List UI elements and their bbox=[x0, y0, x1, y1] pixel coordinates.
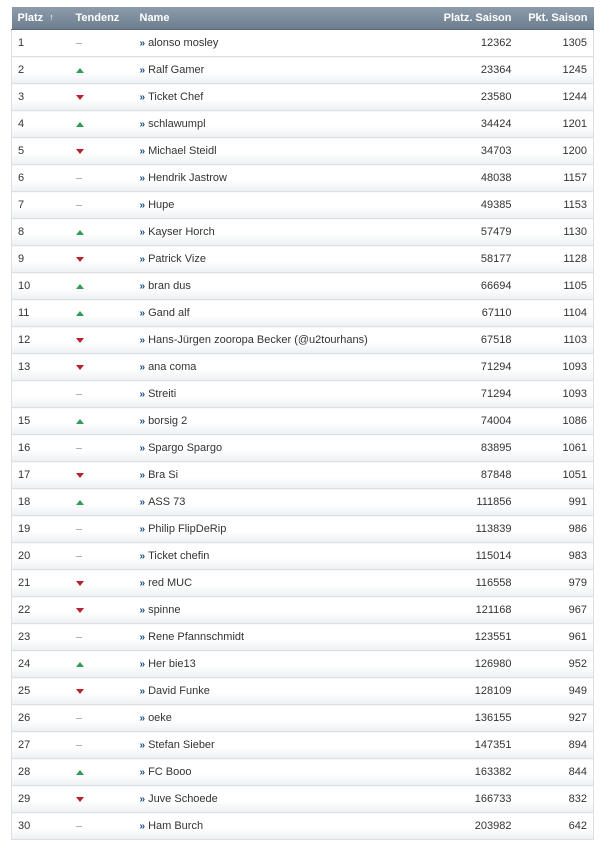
table-row bbox=[12, 813, 594, 840]
player-name-link[interactable]: Bra Si bbox=[148, 469, 179, 481]
cell-name bbox=[136, 84, 432, 111]
column-header-platz-saison[interactable] bbox=[432, 7, 518, 30]
cell-tendenz bbox=[76, 732, 136, 759]
trend-down-icon bbox=[76, 581, 84, 586]
double-chevron-right-icon: » bbox=[139, 686, 145, 697]
cell-platz-saison: 203982 bbox=[432, 813, 518, 840]
cell-platz-saison: 48038 bbox=[432, 165, 518, 192]
table-row bbox=[12, 408, 594, 435]
cell-name bbox=[136, 30, 432, 57]
cell-platz: 2 bbox=[12, 57, 76, 84]
cell-tendenz bbox=[76, 165, 136, 192]
cell-name bbox=[136, 300, 432, 327]
cell-platz-saison: 121168 bbox=[432, 597, 518, 624]
cell-platz: 23 bbox=[12, 624, 76, 651]
double-chevron-right-icon: » bbox=[139, 254, 145, 265]
table-row bbox=[12, 354, 594, 381]
cell-pkt-saison: 894 bbox=[518, 732, 594, 759]
table-row bbox=[12, 84, 594, 111]
table-row bbox=[12, 489, 594, 516]
column-header-platz-saison-label: Platz. Saison bbox=[443, 12, 512, 24]
cell-platz: 22 bbox=[12, 597, 76, 624]
cell-pkt-saison: 1305 bbox=[518, 30, 594, 57]
table-row bbox=[12, 678, 594, 705]
column-header-pkt-saison[interactable] bbox=[518, 7, 594, 30]
cell-pkt-saison: 1086 bbox=[518, 408, 594, 435]
cell-platz: 12 bbox=[12, 327, 76, 354]
player-name-link[interactable]: David Funke bbox=[148, 685, 210, 697]
trend-down-icon bbox=[76, 338, 84, 343]
trend-same-icon bbox=[76, 637, 82, 638]
cell-tendenz bbox=[76, 273, 136, 300]
double-chevron-right-icon: » bbox=[139, 65, 145, 76]
player-name-link[interactable]: Ham Burch bbox=[148, 820, 204, 832]
column-header-name-label: Name bbox=[139, 12, 170, 24]
double-chevron-right-icon: » bbox=[139, 146, 145, 157]
double-chevron-right-icon: » bbox=[139, 659, 145, 670]
table-row bbox=[12, 705, 594, 732]
cell-pkt-saison: 1128 bbox=[518, 246, 594, 273]
cell-name bbox=[136, 516, 432, 543]
trend-down-icon bbox=[76, 689, 84, 694]
cell-platz-saison: 116558 bbox=[432, 570, 518, 597]
double-chevron-right-icon: » bbox=[139, 308, 145, 319]
double-chevron-right-icon: » bbox=[139, 227, 145, 238]
player-name-link[interactable]: Spargo Spargo bbox=[148, 442, 223, 454]
cell-platz: 30 bbox=[12, 813, 76, 840]
trend-down-icon bbox=[76, 149, 84, 154]
cell-pkt-saison: 1153 bbox=[518, 192, 594, 219]
cell-platz: 25 bbox=[12, 678, 76, 705]
table-row bbox=[12, 462, 594, 489]
player-name-link[interactable]: Kayser Horch bbox=[148, 226, 215, 238]
cell-platz-saison: 71294 bbox=[432, 354, 518, 381]
player-name-link[interactable]: alonso mosley bbox=[148, 37, 219, 49]
player-name-link[interactable]: borsig 2 bbox=[148, 415, 188, 427]
double-chevron-right-icon: » bbox=[139, 416, 145, 427]
player-name-link[interactable]: bran dus bbox=[148, 280, 191, 292]
trend-up-icon bbox=[76, 230, 84, 235]
cell-tendenz bbox=[76, 813, 136, 840]
cell-platz-saison: 23364 bbox=[432, 57, 518, 84]
trend-same-icon bbox=[76, 394, 82, 395]
cell-tendenz bbox=[76, 678, 136, 705]
cell-name bbox=[136, 273, 432, 300]
cell-platz: 27 bbox=[12, 732, 76, 759]
cell-tendenz bbox=[76, 84, 136, 111]
cell-platz-saison: 34424 bbox=[432, 111, 518, 138]
sort-ascending-icon: ↑ bbox=[49, 12, 54, 22]
cell-platz: 26 bbox=[12, 705, 76, 732]
table-row bbox=[12, 138, 594, 165]
cell-platz: 11 bbox=[12, 300, 76, 327]
table-row bbox=[12, 192, 594, 219]
cell-name bbox=[136, 651, 432, 678]
double-chevron-right-icon: » bbox=[139, 551, 145, 562]
cell-pkt-saison: 1130 bbox=[518, 219, 594, 246]
trend-down-icon bbox=[76, 473, 84, 478]
double-chevron-right-icon: » bbox=[139, 92, 145, 103]
trend-same-icon bbox=[76, 529, 82, 530]
cell-name bbox=[136, 138, 432, 165]
player-name-link[interactable]: Streiti bbox=[148, 388, 177, 400]
cell-pkt-saison: 1104 bbox=[518, 300, 594, 327]
table-row bbox=[12, 786, 594, 813]
double-chevron-right-icon: » bbox=[139, 470, 145, 481]
cell-platz-saison: 71294 bbox=[432, 381, 518, 408]
cell-platz-saison: 126980 bbox=[432, 651, 518, 678]
double-chevron-right-icon: » bbox=[139, 713, 145, 724]
player-name-link[interactable]: Her bie13 bbox=[148, 658, 196, 670]
trend-up-icon bbox=[76, 122, 84, 127]
table-row bbox=[12, 759, 594, 786]
ranking-table bbox=[11, 7, 594, 840]
trend-same-icon bbox=[76, 556, 82, 557]
double-chevron-right-icon: » bbox=[139, 443, 145, 454]
double-chevron-right-icon: » bbox=[139, 200, 145, 211]
cell-name bbox=[136, 192, 432, 219]
cell-platz-saison: 74004 bbox=[432, 408, 518, 435]
trend-down-icon bbox=[76, 365, 84, 370]
trend-same-icon bbox=[76, 826, 82, 827]
cell-name bbox=[136, 462, 432, 489]
cell-platz-saison: 23580 bbox=[432, 84, 518, 111]
table-row bbox=[12, 165, 594, 192]
table-row bbox=[12, 651, 594, 678]
cell-name bbox=[136, 813, 432, 840]
table-row bbox=[12, 435, 594, 462]
table-row bbox=[12, 111, 594, 138]
cell-pkt-saison: 983 bbox=[518, 543, 594, 570]
table-row bbox=[12, 543, 594, 570]
cell-platz-saison: 123551 bbox=[432, 624, 518, 651]
double-chevron-right-icon: » bbox=[139, 173, 145, 184]
cell-platz: 6 bbox=[12, 165, 76, 192]
table-row bbox=[12, 300, 594, 327]
player-name-link[interactable]: Hendrik Jastrow bbox=[148, 172, 227, 184]
cell-name bbox=[136, 678, 432, 705]
player-name-link[interactable]: Ticket chefin bbox=[148, 550, 210, 562]
cell-pkt-saison: 1051 bbox=[518, 462, 594, 489]
table-row bbox=[12, 327, 594, 354]
trend-same-icon bbox=[76, 745, 82, 746]
cell-platz: 19 bbox=[12, 516, 76, 543]
cell-tendenz bbox=[76, 354, 136, 381]
cell-name bbox=[136, 786, 432, 813]
cell-pkt-saison: 979 bbox=[518, 570, 594, 597]
column-header-tendenz-label: Tendenz bbox=[75, 12, 120, 24]
cell-name bbox=[136, 246, 432, 273]
cell-tendenz bbox=[76, 624, 136, 651]
table-row bbox=[12, 381, 594, 408]
cell-name bbox=[136, 597, 432, 624]
cell-tendenz bbox=[76, 651, 136, 678]
player-name-link[interactable]: FC Booo bbox=[148, 766, 192, 778]
cell-platz: 24 bbox=[12, 651, 76, 678]
trend-same-icon bbox=[76, 43, 82, 44]
player-name-link[interactable]: Philip FlipDeRip bbox=[148, 523, 227, 535]
cell-tendenz bbox=[76, 192, 136, 219]
cell-pkt-saison: 967 bbox=[518, 597, 594, 624]
cell-tendenz bbox=[76, 57, 136, 84]
double-chevron-right-icon: » bbox=[139, 578, 145, 589]
cell-platz-saison: 128109 bbox=[432, 678, 518, 705]
cell-name bbox=[136, 624, 432, 651]
player-name-link[interactable]: schlawumpl bbox=[148, 118, 206, 130]
column-header-platz[interactable] bbox=[12, 7, 76, 30]
cell-tendenz bbox=[76, 138, 136, 165]
double-chevron-right-icon: » bbox=[139, 605, 145, 616]
cell-platz: 21 bbox=[12, 570, 76, 597]
player-name-link[interactable]: Hans-Jürgen zooropa Becker (@u2tourhans) bbox=[148, 334, 368, 346]
cell-platz: 3 bbox=[12, 84, 76, 111]
cell-platz-saison: 58177 bbox=[432, 246, 518, 273]
player-name-link[interactable]: ana coma bbox=[148, 361, 197, 373]
cell-tendenz bbox=[76, 543, 136, 570]
cell-name bbox=[136, 111, 432, 138]
cell-platz-saison: 163382 bbox=[432, 759, 518, 786]
cell-platz-saison: 83895 bbox=[432, 435, 518, 462]
cell-name bbox=[136, 543, 432, 570]
cell-name bbox=[136, 165, 432, 192]
trend-same-icon bbox=[76, 205, 82, 206]
trend-up-icon bbox=[76, 662, 84, 667]
cell-name bbox=[136, 354, 432, 381]
cell-name bbox=[136, 489, 432, 516]
double-chevron-right-icon: » bbox=[139, 821, 145, 832]
trend-up-icon bbox=[76, 284, 84, 289]
table-row bbox=[12, 57, 594, 84]
cell-pkt-saison: 1244 bbox=[518, 84, 594, 111]
player-name-link[interactable]: red MUC bbox=[148, 577, 193, 589]
cell-pkt-saison: 927 bbox=[518, 705, 594, 732]
cell-platz: 29 bbox=[12, 786, 76, 813]
cell-pkt-saison: 986 bbox=[518, 516, 594, 543]
cell-tendenz bbox=[76, 759, 136, 786]
cell-tendenz bbox=[76, 219, 136, 246]
column-header-pkt-saison-label: Pkt. Saison bbox=[528, 12, 588, 24]
cell-pkt-saison: 1245 bbox=[518, 57, 594, 84]
double-chevron-right-icon: » bbox=[139, 335, 145, 346]
player-name-link[interactable]: Gand alf bbox=[148, 307, 190, 319]
cell-name bbox=[136, 732, 432, 759]
cell-platz: 7 bbox=[12, 192, 76, 219]
header-row bbox=[12, 7, 594, 30]
cell-platz: 16 bbox=[12, 435, 76, 462]
table-body bbox=[12, 30, 594, 840]
cell-platz-saison: 115014 bbox=[432, 543, 518, 570]
table-header bbox=[12, 7, 594, 30]
cell-platz: 17 bbox=[12, 462, 76, 489]
column-header-tendenz[interactable] bbox=[76, 7, 136, 30]
double-chevron-right-icon: » bbox=[139, 497, 145, 508]
cell-platz-saison: 67110 bbox=[432, 300, 518, 327]
table-row bbox=[12, 219, 594, 246]
cell-tendenz bbox=[76, 300, 136, 327]
cell-tendenz bbox=[76, 327, 136, 354]
player-name-link[interactable]: Juve Schoede bbox=[148, 793, 218, 805]
cell-pkt-saison: 1061 bbox=[518, 435, 594, 462]
cell-tendenz bbox=[76, 111, 136, 138]
cell-platz-saison: 113839 bbox=[432, 516, 518, 543]
cell-platz: 18 bbox=[12, 489, 76, 516]
cell-platz-saison: 67518 bbox=[432, 327, 518, 354]
trend-down-icon bbox=[76, 797, 84, 802]
trend-up-icon bbox=[76, 500, 84, 505]
cell-pkt-saison: 961 bbox=[518, 624, 594, 651]
cell-pkt-saison: 991 bbox=[518, 489, 594, 516]
cell-pkt-saison: 949 bbox=[518, 678, 594, 705]
cell-pkt-saison: 832 bbox=[518, 786, 594, 813]
cell-platz-saison: 34703 bbox=[432, 138, 518, 165]
ranking-table-container bbox=[11, 7, 593, 840]
double-chevron-right-icon: » bbox=[139, 632, 145, 643]
double-chevron-right-icon: » bbox=[139, 767, 145, 778]
cell-platz: 15 bbox=[12, 408, 76, 435]
cell-platz-saison: 57479 bbox=[432, 219, 518, 246]
cell-name bbox=[136, 327, 432, 354]
cell-platz: 5 bbox=[12, 138, 76, 165]
cell-name bbox=[136, 219, 432, 246]
double-chevron-right-icon: » bbox=[139, 794, 145, 805]
cell-name bbox=[136, 759, 432, 786]
table-row bbox=[12, 516, 594, 543]
cell-platz-saison: 111856 bbox=[432, 489, 518, 516]
cell-platz: 9 bbox=[12, 246, 76, 273]
cell-tendenz bbox=[76, 705, 136, 732]
cell-pkt-saison: 952 bbox=[518, 651, 594, 678]
trend-up-icon bbox=[76, 419, 84, 424]
cell-pkt-saison: 1200 bbox=[518, 138, 594, 165]
cell-pkt-saison: 1093 bbox=[518, 381, 594, 408]
trend-down-icon bbox=[76, 608, 84, 613]
cell-platz: 13 bbox=[12, 354, 76, 381]
cell-tendenz bbox=[76, 462, 136, 489]
cell-platz-saison: 147351 bbox=[432, 732, 518, 759]
trend-up-icon bbox=[76, 311, 84, 316]
cell-name bbox=[136, 435, 432, 462]
table-row bbox=[12, 732, 594, 759]
cell-tendenz bbox=[76, 516, 136, 543]
trend-down-icon bbox=[76, 95, 84, 100]
cell-pkt-saison: 1105 bbox=[518, 273, 594, 300]
cell-tendenz bbox=[76, 408, 136, 435]
cell-pkt-saison: 1093 bbox=[518, 354, 594, 381]
cell-platz: 10 bbox=[12, 273, 76, 300]
trend-up-icon bbox=[76, 770, 84, 775]
cell-platz-saison: 87848 bbox=[432, 462, 518, 489]
cell-name bbox=[136, 57, 432, 84]
trend-same-icon bbox=[76, 718, 82, 719]
cell-pkt-saison: 642 bbox=[518, 813, 594, 840]
player-name-link[interactable]: Hupe bbox=[148, 199, 175, 211]
cell-platz-saison: 136155 bbox=[432, 705, 518, 732]
table-row bbox=[12, 597, 594, 624]
player-name-link[interactable]: oeke bbox=[148, 712, 172, 724]
player-name-link[interactable]: Ticket Chef bbox=[148, 91, 204, 103]
column-header-platz-label: Platz bbox=[17, 12, 44, 24]
trend-down-icon bbox=[76, 257, 84, 262]
cell-platz: 4 bbox=[12, 111, 76, 138]
cell-platz: 1 bbox=[12, 30, 76, 57]
player-name-link[interactable]: ASS 73 bbox=[148, 496, 186, 508]
double-chevron-right-icon: » bbox=[139, 524, 145, 535]
cell-tendenz bbox=[76, 570, 136, 597]
column-header-name[interactable] bbox=[136, 7, 432, 30]
cell-platz-saison: 66694 bbox=[432, 273, 518, 300]
double-chevron-right-icon: » bbox=[139, 389, 145, 400]
cell-tendenz bbox=[76, 435, 136, 462]
player-name-link[interactable]: Stefan Sieber bbox=[148, 739, 215, 751]
cell-pkt-saison: 1103 bbox=[518, 327, 594, 354]
cell-pkt-saison: 1201 bbox=[518, 111, 594, 138]
cell-platz-saison: 49385 bbox=[432, 192, 518, 219]
trend-same-icon bbox=[76, 178, 82, 179]
cell-pkt-saison: 1157 bbox=[518, 165, 594, 192]
cell-platz-saison: 12362 bbox=[432, 30, 518, 57]
cell-tendenz bbox=[76, 30, 136, 57]
double-chevron-right-icon: » bbox=[139, 362, 145, 373]
double-chevron-right-icon: » bbox=[139, 38, 145, 49]
cell-name bbox=[136, 408, 432, 435]
table-row bbox=[12, 246, 594, 273]
cell-tendenz bbox=[76, 597, 136, 624]
player-name-link[interactable]: Michael Steidl bbox=[148, 145, 217, 157]
double-chevron-right-icon: » bbox=[139, 119, 145, 130]
double-chevron-right-icon: » bbox=[139, 281, 145, 292]
player-name-link[interactable]: Patrick Vize bbox=[148, 253, 206, 265]
cell-name bbox=[136, 705, 432, 732]
table-row bbox=[12, 30, 594, 57]
player-name-link[interactable]: spinne bbox=[148, 604, 181, 616]
table-row bbox=[12, 570, 594, 597]
cell-platz-saison: 166733 bbox=[432, 786, 518, 813]
cell-tendenz bbox=[76, 381, 136, 408]
cell-tendenz bbox=[76, 489, 136, 516]
cell-platz: 28 bbox=[12, 759, 76, 786]
trend-same-icon bbox=[76, 448, 82, 449]
cell-name bbox=[136, 570, 432, 597]
double-chevron-right-icon: » bbox=[139, 740, 145, 751]
player-name-link[interactable]: Rene Pfannschmidt bbox=[148, 631, 245, 643]
cell-platz: 20 bbox=[12, 543, 76, 570]
table-row bbox=[12, 273, 594, 300]
trend-up-icon bbox=[76, 68, 84, 73]
cell-tendenz bbox=[76, 246, 136, 273]
table-row bbox=[12, 624, 594, 651]
cell-platz bbox=[12, 381, 76, 408]
cell-pkt-saison: 844 bbox=[518, 759, 594, 786]
cell-name bbox=[136, 381, 432, 408]
cell-tendenz bbox=[76, 786, 136, 813]
player-name-link[interactable]: Ralf Gamer bbox=[148, 64, 205, 76]
cell-platz: 8 bbox=[12, 219, 76, 246]
